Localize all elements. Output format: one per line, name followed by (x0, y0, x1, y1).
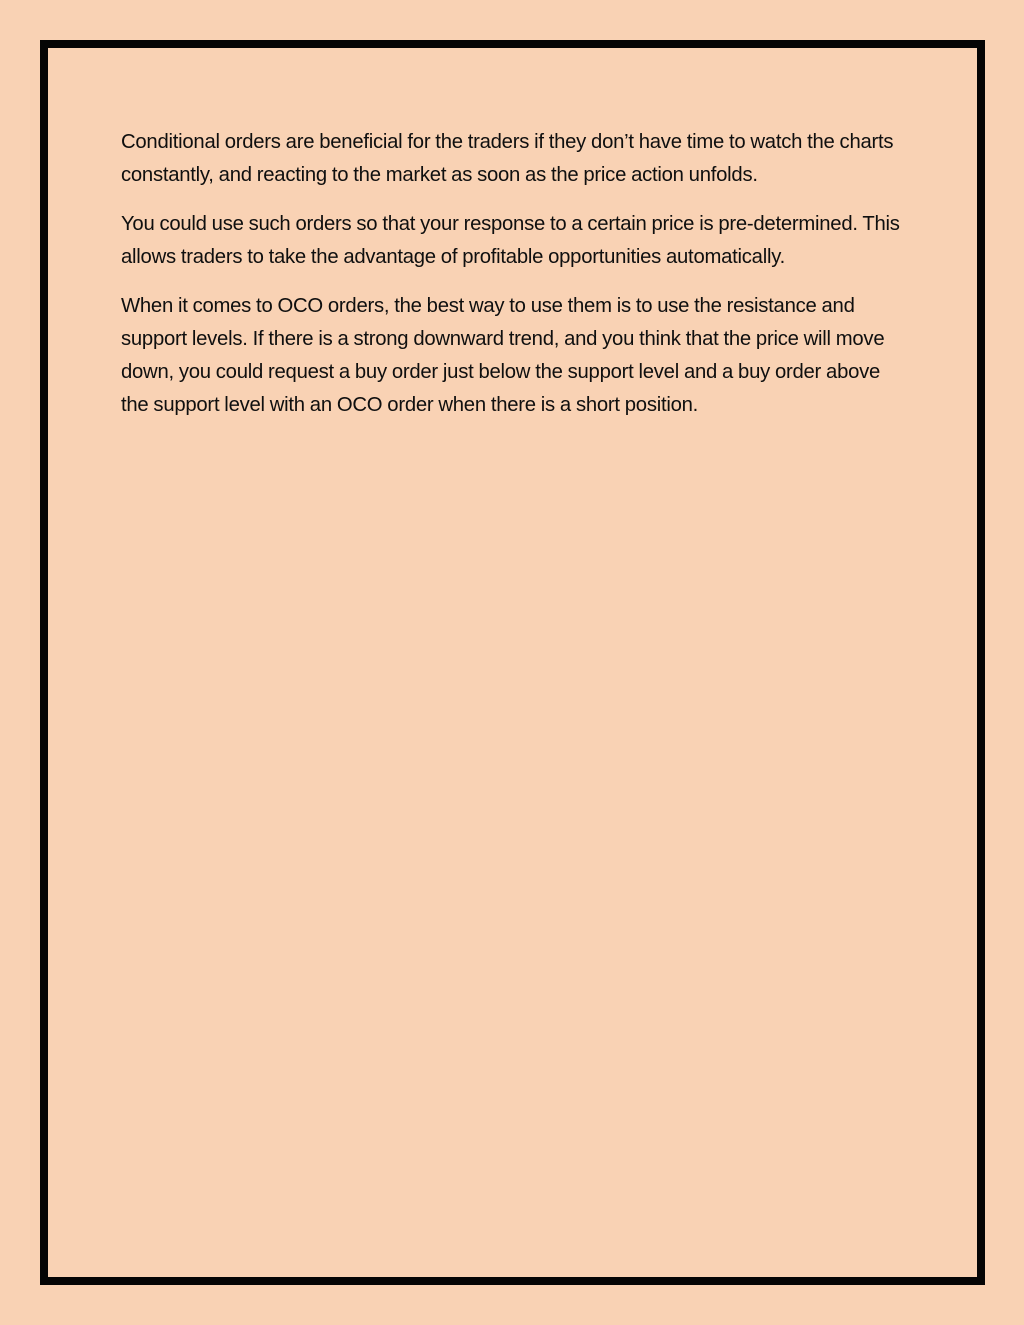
paragraph-predetermined-response: You could use such orders so that your response to a certain price is pre-determined. This allows traders to take the advantage of profitable opportunities automatically. (121, 213, 900, 268)
page-border-frame (40, 40, 985, 1285)
paragraph-conditional-orders: Conditional orders are beneficial for the traders if they don’t have time to watch the charts constantly, and reacting to the market as soon as the price action unfolds. (121, 131, 894, 186)
document-body (121, 126, 911, 438)
paragraph-oco-orders: When it comes to OCO orders, the best way to use them is to use the resistance and support levels. If there is a strong downward trend, and you think that the price will move down, you could request a buy order just below the support level and a buy order above the support level with an OCO order when there is a short position. (121, 295, 885, 416)
